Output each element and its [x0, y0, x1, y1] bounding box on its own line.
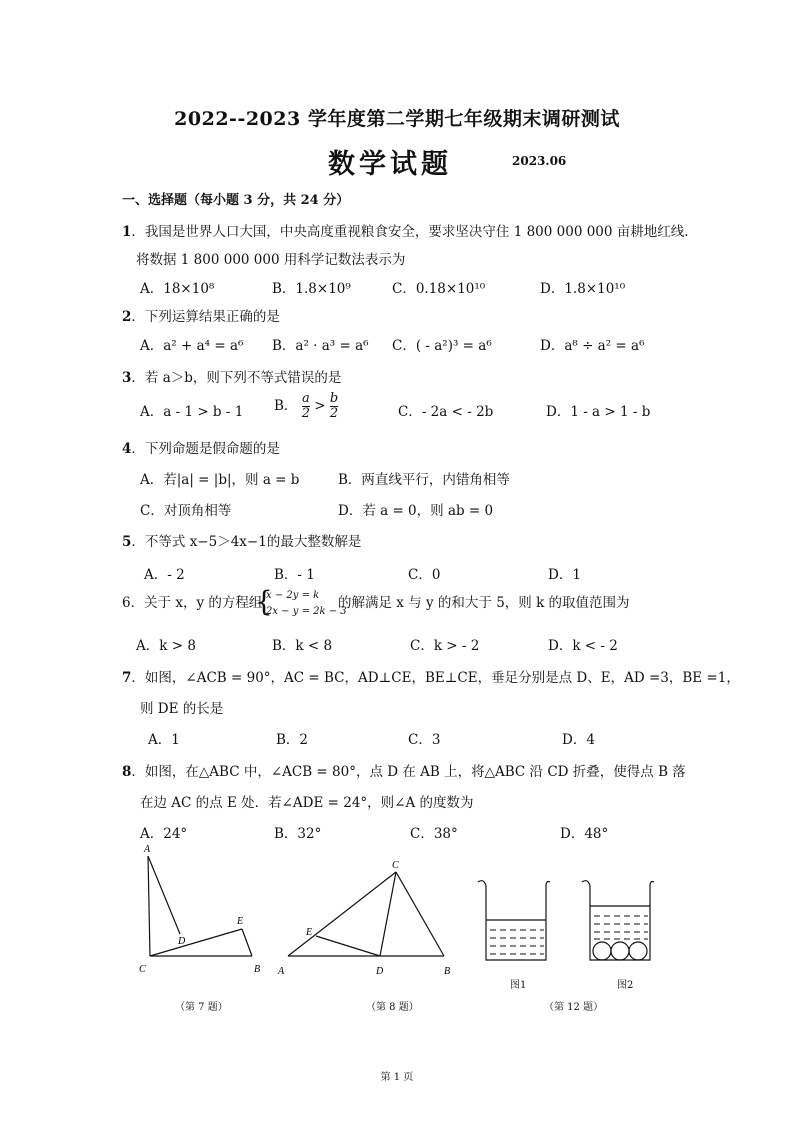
q7-option-c: C．3: [408, 732, 441, 748]
q5-option-b: B．- 1: [274, 567, 315, 583]
q7-option-a: A．1: [148, 732, 180, 748]
segment-CB: [396, 872, 444, 956]
label-D: D: [178, 936, 186, 947]
figure-12-sub2: 图2: [617, 980, 634, 991]
label-B: B: [254, 964, 261, 975]
figure-7-diagram: [130, 838, 270, 983]
question-text-pre: ．关于 x，y 的方程组: [130, 595, 263, 611]
q5-option-c: C．0: [408, 567, 441, 583]
q1-option-b: B．1.8×10⁹: [272, 281, 351, 297]
equation-1: x − 2y = k: [266, 590, 320, 601]
ball-1: [593, 942, 611, 960]
q4-option-c: C．对顶角相等: [140, 503, 232, 519]
fraction-a-over-2: [302, 392, 310, 421]
question-number: 8: [122, 764, 132, 780]
q8-option-c: C．38°: [410, 826, 458, 842]
q8-option-d: D．48°: [560, 826, 609, 842]
q2-option-d: D．a⁸ ÷ a² = a⁶: [540, 338, 645, 354]
q6-option-d: D．k < - 2: [548, 638, 618, 654]
label-C: C: [139, 964, 146, 975]
q7-option-d: D．4: [562, 732, 595, 748]
segment-AD: [148, 856, 180, 934]
q3-option-b: B． $\frac{a}{2}$ > $\frac{b}{2}$: [274, 391, 339, 421]
question-number: 4: [122, 441, 132, 457]
denominator: 2: [329, 406, 339, 421]
exam-title: 2022--2023 学年度第二学期七年级期末调研测试: [174, 108, 620, 130]
question-2: [122, 305, 280, 325]
question-number: 5: [122, 534, 132, 550]
q1-option-d: D．1.8×10¹⁰: [540, 281, 626, 297]
fraction-b-over-2: [330, 392, 338, 421]
question-number: 1: [122, 224, 132, 240]
system-brace: {: [255, 585, 273, 618]
question-7-line2: 则 DE 的长是: [140, 701, 224, 717]
q2-option-a: A．a² + a⁴ = a⁶: [140, 338, 244, 354]
q6-option-c: C．k > - 2: [410, 638, 480, 654]
question-text: ．不等式 x−5＞4x−1的最大整数解是: [131, 534, 362, 550]
denominator: 2: [301, 406, 310, 421]
segment-CE: [150, 929, 242, 956]
question-8: [122, 760, 686, 780]
q3-option-d: D．1 - a > 1 - b: [546, 404, 651, 420]
label-C: C: [392, 860, 399, 871]
question-6: [122, 591, 262, 611]
question-text: ．下列运算结果正确的是: [131, 309, 280, 325]
ball-2: [611, 942, 629, 960]
segment-AC: [148, 856, 150, 956]
equation-2: 2x − y = 2k − 3: [266, 606, 347, 617]
label-E: E: [306, 927, 313, 938]
question-number: 6: [122, 595, 131, 611]
question-4: [122, 437, 280, 457]
q8-option-a: A．24°: [140, 826, 188, 842]
q5-option-d: D．1: [548, 567, 581, 583]
question-text: ．如图，∠ACB = 90°，AC = BC，AD⊥CE，BE⊥CE，垂足分别是点 D、E，AD =3，BE =1，: [131, 670, 740, 686]
option-letter: B．: [274, 398, 298, 414]
q2-option-b: B．a² · a³ = a⁶: [272, 338, 369, 354]
q1-option-c: C．0.18×10¹⁰: [392, 281, 486, 297]
question-5: [122, 530, 361, 550]
section-title: 一、选择题（每小题 3 分，共 24 分）: [122, 193, 350, 208]
question-text: ．我国是世界人口大国，中央高度重视粮食安全，要求坚决守住 1 800 000 000 亩耕地红线.: [131, 224, 689, 240]
q4-option-a: A．若|a| = |b|，则 a = b: [140, 472, 300, 488]
figure-7-caption: （第 7 题）: [175, 1002, 228, 1013]
question-1-line2: 将数据 1 800 000 000 用科学记数法表示为: [136, 252, 406, 268]
segment-ED: [316, 936, 380, 956]
ball-3: [629, 942, 647, 960]
water-dashes: [594, 916, 648, 939]
question-7: [122, 666, 740, 686]
figure-12-caption: （第 12 题）: [544, 1002, 604, 1013]
q3-option-a: A．a - 1 > b - 1: [140, 404, 244, 420]
numerator: b: [329, 391, 339, 406]
q4-option-b: B．两直线平行，内错角相等: [338, 472, 510, 488]
segment-EB: [242, 929, 252, 956]
q6-option-b: B．k < 8: [272, 638, 333, 654]
question-number: 3: [122, 370, 132, 386]
beaker-outline: [582, 881, 654, 960]
page-number: 第 1 页: [380, 1072, 414, 1083]
figure-12-beaker-1: [474, 876, 554, 966]
q6-option-a: A．k > 8: [136, 638, 196, 654]
label-A: A: [144, 844, 151, 855]
segment-AC: [288, 872, 396, 956]
numerator: a: [301, 391, 310, 406]
question-3: [122, 366, 341, 386]
q2-option-c: C．( - a²)³ = a⁶: [392, 338, 492, 354]
label-A: A: [278, 966, 285, 977]
question-text: ．若 a＞b，则下列不等式错误的是: [131, 370, 342, 386]
q7-option-b: B．2: [276, 732, 309, 748]
question-number: 7: [122, 670, 132, 686]
question-number: 2: [122, 309, 132, 325]
figure-8-caption: （第 8 题）: [366, 1002, 419, 1013]
exam-subject-title: 数学试题: [328, 149, 452, 180]
segment-CD: [380, 872, 396, 956]
question-8-line2: 在边 AC 的点 E 处．若∠ADE = 24°，则∠A 的度数为: [140, 795, 474, 811]
label-B: B: [444, 966, 451, 977]
question-text: ．下列命题是假命题的是: [131, 441, 280, 457]
q1-option-a: A．18×10⁸: [140, 281, 215, 297]
q4-option-d: D．若 a = 0，则 ab = 0: [338, 503, 494, 519]
q3-option-c: C．- 2a < - 2b: [398, 404, 494, 420]
exam-date: 2023.06: [512, 154, 567, 168]
q8-option-b: B．32°: [274, 826, 322, 842]
question-1: [122, 220, 689, 240]
question-text: ．如图，在△ABC 中，∠ACB = 80°，点 D 在 AB 上，将△ABC 沿 CD 折叠，使得点 B 落: [131, 764, 686, 780]
figure-12-beaker-2: [578, 876, 658, 966]
water-dashes: [490, 930, 544, 954]
label-D: D: [376, 966, 384, 977]
label-E: E: [237, 916, 244, 927]
figure-8-diagram: [272, 852, 462, 982]
figure-12-sub1: 图1: [510, 980, 527, 991]
q5-option-a: A．- 2: [144, 567, 185, 583]
question-6-text-post: 的解满足 x 与 y 的和大于 5，则 k 的取值范围为: [338, 595, 630, 611]
